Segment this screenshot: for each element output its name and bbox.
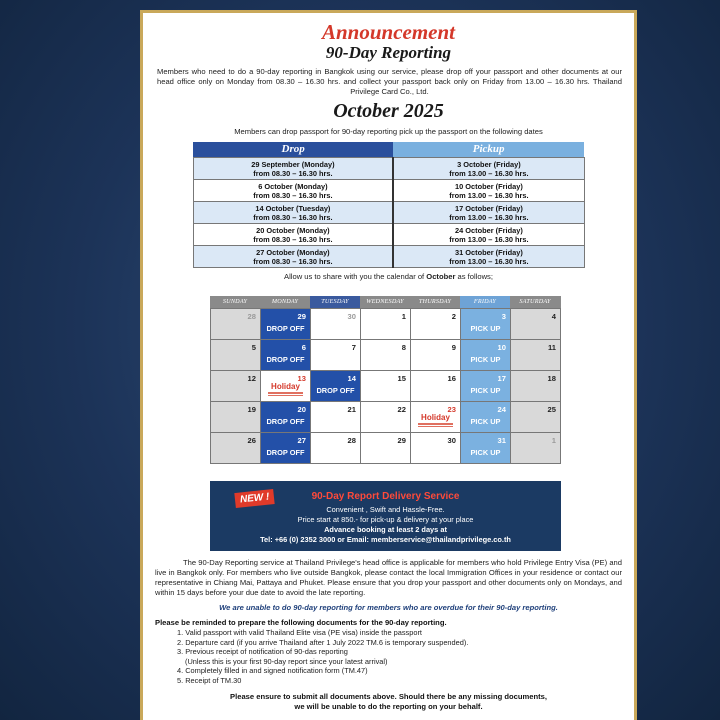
calendar-day-cell (461, 309, 511, 340)
pickup-cell: 31 October (Friday) from 13.00 – 16.30 hrs. (393, 245, 584, 267)
drop-cell: 20 October (Monday) from 08.30 – 16.30 hrs. (193, 223, 393, 245)
calendar-day-cell (361, 340, 411, 371)
document-item-note: (Unless this is your first 90-day report since your latest arrival) (185, 656, 388, 666)
pickup-cell: 3 October (Friday) from 13.00 – 16.30 hrs. (393, 157, 584, 179)
calendar-day-cell (311, 371, 361, 402)
service-paragraph: The 90-Day Reporting service at Thailand Privilege's head office is applicable for members who hold Privilege Entry Visa (PE) and live in Bangkok only. For members who live outside Bangkok, please contact the local Immigration Offices in your residence or contact our representative in Chiang Mai, Pattaya and Phuket. Please ensure that you drop your passport and other documents only on Mondays, and within 15 days before your due date to avoid the late reporting. (155, 558, 622, 597)
footer-notes (155, 558, 622, 712)
delivery-line: Advance booking at least 2 days at (324, 525, 447, 534)
day-number: 11 (547, 343, 556, 352)
delivery-contact: Tel: +66 (0) 2352 3000 or Email: memberservice@thailandprivilege.co.th (260, 535, 511, 544)
new-badge: NEW ! (234, 489, 275, 508)
day-number: 30 (347, 312, 356, 321)
pick-up-label: PICK UP (470, 355, 501, 364)
calendar-intro: Allow us to share with you the calendar of October as follows; (284, 271, 493, 281)
pickup-cell: 17 October (Friday) from 13.00 – 16.30 hrs. (393, 201, 584, 223)
day-number: 24 (497, 405, 506, 414)
day-number: 16 (447, 374, 456, 383)
calendar-day-cell (461, 371, 511, 402)
weekday-label: MONDAY (271, 298, 299, 305)
day-number: 17 (497, 374, 506, 383)
calendar-day-cell (361, 402, 411, 433)
day-number: 9 (451, 343, 456, 352)
day-number: 21 (347, 405, 356, 414)
day-number: 27 (297, 436, 306, 445)
day-number: 29 (297, 312, 306, 321)
holiday-note (264, 391, 307, 399)
calendar-day-cell (211, 371, 261, 402)
pick-up-label: PICK UP (470, 417, 501, 426)
day-number: 29 (397, 436, 406, 445)
holiday-note (414, 422, 457, 430)
pickup-cell: 24 October (Friday) from 13.00 – 16.30 hrs. (393, 223, 584, 245)
drop-off-label: DROP OFF (266, 355, 305, 364)
month-title: October 2025 (333, 100, 444, 122)
closing-note: Please ensure to submit all documents above. Should there be any missing documents, we will be unable to do the reporting on your behalf. (230, 691, 547, 711)
calendar-day-cell (261, 433, 311, 464)
calendar-day-cell (211, 340, 261, 371)
calendar-day-cell (311, 402, 361, 433)
intro-paragraph: Members who need to do a 90-day reporting in Bangkok using our service, please drop off your passport and other documents at our head office only on Monday from 08.30 – 16.30 hrs. and collect your passport back only on Friday from 13.00 – 16.30 hrs. Thailand Privilege Card Co., Ltd. (157, 67, 622, 96)
day-number: 12 (247, 374, 256, 383)
calendar-day-cell (511, 433, 561, 464)
drop-cell: 27 October (Monday) from 08.30 – 16.30 hrs. (193, 245, 393, 267)
calendar-day-cell (211, 402, 261, 433)
weekday-label: SUNDAY (222, 298, 248, 305)
day-number: 6 (301, 343, 306, 352)
calendar-day-cell (211, 309, 261, 340)
calendar-day-cell (511, 309, 561, 340)
schedule-row (193, 179, 584, 201)
holiday-label: Holiday (421, 413, 450, 422)
schedule-row (193, 245, 584, 267)
delivery-line: Convenient , Swift and Hassle-Free. (326, 505, 445, 514)
calendar-day-cell (511, 371, 561, 402)
calendar-day-cell (211, 433, 261, 464)
day-number: 15 (397, 374, 406, 383)
calendar-day-cell (261, 402, 311, 433)
drop-off-label: DROP OFF (266, 324, 305, 333)
weekday-header (210, 296, 561, 308)
weekday-label: SATURDAY (519, 298, 551, 305)
day-number: 30 (447, 436, 456, 445)
schedule-intro: Members can drop passport for 90-day reporting pick up the passport on the following dates (234, 127, 543, 136)
documents-reminder: Please be reminded to prepare the following documents for the 90-day reporting. (155, 618, 447, 627)
calendar-day-cell (261, 371, 311, 402)
delivery-line: Price start at 850.- for pick-up & delivery at your place (297, 515, 474, 524)
calendar-day-cell (261, 309, 311, 340)
pickup-header: Pickup (393, 142, 584, 157)
day-number: 22 (397, 405, 406, 414)
day-number: 19 (247, 405, 256, 414)
calendar-day-cell (411, 309, 461, 340)
document-item: 3. Previous receipt of notification of 90-das reporting (177, 647, 348, 657)
document-item: 5. Receipt of TM.30 (177, 675, 242, 685)
calendar-day-cell (311, 309, 361, 340)
documents-list (177, 628, 622, 686)
calendar-day-cell (361, 309, 411, 340)
day-number: 18 (547, 374, 556, 383)
day-number: 5 (251, 343, 256, 352)
calendar-day-cell (311, 340, 361, 371)
weekday-label: WEDNESDAY (366, 298, 404, 305)
calendar-day-cell (461, 433, 511, 464)
calendar-day-cell (411, 340, 461, 371)
day-number: 4 (551, 312, 556, 321)
day-number: 7 (351, 343, 356, 352)
day-number: 25 (547, 405, 556, 414)
calendar-day-cell (411, 371, 461, 402)
weekday-label: FRIDAY (460, 296, 510, 308)
october-calendar (210, 296, 561, 464)
schedule-row (193, 223, 584, 245)
schedule-row (193, 157, 584, 179)
pick-up-label: PICK UP (470, 386, 501, 395)
announcement-title: Announcement (321, 20, 456, 44)
day-number: 3 (501, 312, 506, 321)
day-number: 8 (401, 343, 406, 352)
drop-cell: 6 October (Monday) from 08.30 – 16.30 hrs. (193, 179, 393, 201)
pick-up-label: PICK UP (470, 324, 501, 333)
pickup-cell: 10 October (Friday) from 13.00 – 16.30 hrs. (393, 179, 584, 201)
delivery-service-banner (210, 481, 561, 551)
weekday-label: THURSDAY (418, 298, 452, 305)
drop-off-label: DROP OFF (316, 386, 355, 395)
day-number: 28 (347, 436, 356, 445)
calendar-day-cell (511, 402, 561, 433)
day-number: 13 (297, 374, 306, 383)
pick-up-label: PICK UP (470, 448, 501, 457)
day-number: 31 (497, 436, 506, 445)
delivery-title: 90-Day Report Delivery Service (311, 491, 460, 502)
day-number: 20 (297, 405, 306, 414)
document-item: 1. Valid passport with valid Thailand Elite visa (PE visa) inside the passport (177, 628, 422, 637)
schedule-row (193, 201, 584, 223)
drop-off-label: DROP OFF (266, 417, 305, 426)
calendar-day-cell (411, 402, 461, 433)
announcement-subtitle: 90-Day Reporting (325, 43, 452, 62)
overdue-notice: We are unable to do 90-day reporting for members who are overdue for their 90-day reporting. (219, 603, 558, 612)
day-number: 1 (401, 312, 406, 321)
document-item: 2. Departure card (if you arrive Thailand after 1 July 2022 TM.6 is temporary suspended). (177, 637, 469, 647)
day-number: 10 (497, 343, 506, 352)
calendar-day-cell (361, 433, 411, 464)
calendar-day-cell (261, 340, 311, 371)
calendar-grid (210, 308, 561, 464)
calendar-day-cell (461, 340, 511, 371)
document-item: 4. Completely filled in and signed notification form (TM.47) (177, 666, 368, 676)
calendar-day-cell (361, 371, 411, 402)
day-number: 23 (447, 405, 456, 414)
drop-cell: 29 September (Monday) from 08.30 – 16.30 hrs. (193, 157, 393, 179)
calendar-day-cell (461, 402, 511, 433)
drop-cell: 14 October (Tuesday) from 08.30 – 16.30 hrs. (193, 201, 393, 223)
calendar-day-cell (411, 433, 461, 464)
announcement-poster (140, 10, 637, 720)
day-number: 1 (551, 436, 556, 445)
holiday-label: Holiday (271, 382, 300, 391)
schedule-table (193, 142, 585, 268)
day-number: 28 (247, 312, 256, 321)
day-number: 14 (347, 374, 356, 383)
weekday-label: TUESDAY (310, 296, 360, 308)
drop-off-label: DROP OFF (266, 448, 305, 457)
drop-header: Drop (193, 142, 393, 157)
calendar-day-cell (311, 433, 361, 464)
calendar-day-cell (511, 340, 561, 371)
day-number: 26 (247, 436, 256, 445)
day-number: 2 (451, 312, 456, 321)
